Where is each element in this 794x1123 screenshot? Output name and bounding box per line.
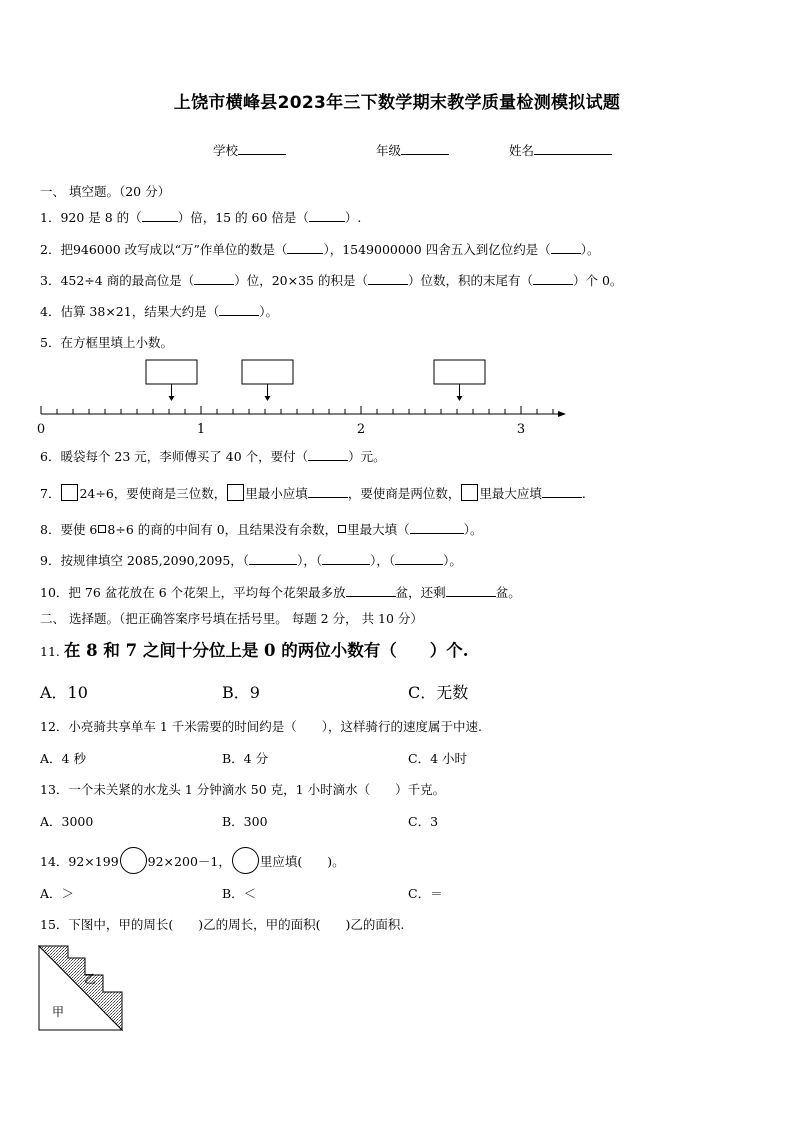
q6-blank-1[interactable]: [308, 448, 348, 461]
q15-figure: [38, 945, 124, 1033]
q14-circle-1[interactable]: [120, 847, 147, 874]
q14-option-c[interactable]: C．＝: [408, 886, 443, 901]
pointer-arrowhead-1: [169, 396, 175, 401]
grade-blank[interactable]: [401, 142, 449, 155]
q1-blank-1[interactable]: [142, 209, 178, 222]
q10-blank-1[interactable]: [346, 584, 396, 597]
name-label: 姓名: [509, 143, 535, 158]
q14-circle-2[interactable]: [232, 847, 259, 874]
question-7: 7． 24÷6，要使商是三位数， 里最小应填 ，要使商是两位数， 里最大应填 .: [40, 486, 586, 501]
school-blank[interactable]: [238, 142, 286, 155]
tick-marks: [41, 406, 553, 414]
answer-box-1[interactable]: [146, 360, 197, 384]
q12-option-c[interactable]: C．4 小时: [408, 751, 467, 766]
q7-blank-1[interactable]: [308, 485, 348, 498]
axis-arrowhead: [558, 411, 566, 417]
question-15: 15．下图中，甲的周长( )乙的周长，甲的面积( )乙的面积.: [40, 917, 405, 932]
pointer-arrowhead-3: [457, 396, 463, 401]
tick-label-2: 2: [356, 422, 366, 437]
q7-square-1[interactable]: [61, 484, 78, 501]
q3-blank-2[interactable]: [368, 272, 408, 285]
answer-box-3[interactable]: [434, 360, 485, 384]
question-13: 13．一个未关紧的水龙头 1 分钟滴水 50 克，1 小时滴水（ ）千克。: [40, 782, 446, 797]
name-field: [509, 141, 612, 159]
q14-option-b[interactable]: B．＜: [222, 886, 257, 901]
q4-blank-1[interactable]: [219, 303, 259, 316]
q12-option-a[interactable]: A．4 秒: [40, 751, 86, 766]
question-3: 3．452÷4 商的最高位是（ ）位，20×35 的积是（ ）位数，积的末尾有（ ）个 0。: [40, 273, 623, 288]
question-12: 12．小亮骑共享单车 1 千米需要的时间约是（ ），这样骑行的速度属于中速.: [40, 719, 483, 734]
q13-option-a[interactable]: A．3000: [40, 814, 94, 829]
section1-heading: 一、 填空题。（20 分）: [40, 184, 171, 199]
q7-blank-2[interactable]: [542, 485, 582, 498]
label-yi: 乙: [84, 972, 97, 986]
q10-blank-2[interactable]: [446, 584, 496, 597]
question-6: 6．暖袋每个 23 元，李师傅买了 40 个，要付（ ）元。: [40, 449, 386, 464]
q8-square-1[interactable]: [98, 525, 106, 533]
tick-label-3: 3: [516, 422, 526, 437]
school-field: [213, 141, 286, 159]
name-blank[interactable]: [534, 142, 612, 155]
question-4: 4．估算 38×21，结果大约是（ ）。: [40, 304, 278, 319]
q3-blank-1[interactable]: [194, 272, 234, 285]
page-title: 上饶市横峰县2023年三下数学期末教学质量检测模拟试题: [173, 93, 621, 113]
grade-field: [376, 141, 449, 159]
question-14: 14．92×199 92×200－1， 里应填( )。: [40, 847, 345, 874]
q13-option-b[interactable]: B．300: [222, 814, 268, 829]
q8-square-2[interactable]: [338, 525, 346, 533]
school-label: 学校: [213, 143, 239, 158]
q1-blank-2[interactable]: [309, 209, 345, 222]
q13-option-c[interactable]: C．3: [408, 814, 439, 829]
grade-label: 年级: [376, 143, 402, 158]
section2-heading: 二、 选择题。（把正确答案序号填在括号里。 每题 2 分， 共 10 分）: [40, 611, 423, 626]
q2-blank-1[interactable]: [287, 241, 323, 254]
q12-option-b[interactable]: B．4 分: [222, 751, 269, 766]
label-jia: 甲: [52, 1005, 65, 1019]
q11-option-a[interactable]: A．10: [40, 683, 88, 702]
question-8: 8．要使 6 8÷6 的商的中间有 0，且结果没有余数， 里最大填（ ）。: [40, 522, 483, 537]
tick-label-1: 1: [196, 422, 206, 437]
question-2: 2．把946000 改写成以“万”作单位的数是（ ），1549000000 四舍五入到亿位约是（ ）。: [40, 242, 600, 257]
question-1: 1．920 是 8 的（ ）倍，15 的 60 倍是（ ）.: [40, 210, 362, 225]
q3-blank-3[interactable]: [533, 272, 573, 285]
question-5: 5．在方框里填上小数。: [40, 335, 173, 350]
tick-label-0: 0: [36, 422, 46, 437]
q2-blank-2[interactable]: [551, 241, 581, 254]
question-9: 9．按规律填空 2085,2090,2095，（ ），（ ），（ ）。: [40, 553, 462, 568]
q11-option-c[interactable]: C．无数: [408, 683, 469, 702]
q9-blank-3[interactable]: [395, 552, 443, 565]
q14-option-a[interactable]: A．＞: [40, 886, 75, 901]
q7-square-2[interactable]: [227, 484, 244, 501]
answer-box-2[interactable]: [242, 360, 293, 384]
q8-blank-1[interactable]: [410, 521, 464, 534]
pointer-arrowhead-2: [265, 396, 271, 401]
question-11: 11. 在 8 和 7 之间十分位上是 0 的两位小数有（ ）个.: [40, 641, 469, 660]
q9-blank-2[interactable]: [322, 552, 370, 565]
number-line: [30, 352, 575, 438]
q7-square-3[interactable]: [461, 484, 478, 501]
q9-blank-1[interactable]: [249, 552, 297, 565]
question-10: 10．把 76 盆花放在 6 个花架上，平均每个花架最多放 盆，还剩 盆。: [40, 585, 521, 600]
q11-option-b[interactable]: B．9: [222, 683, 260, 702]
